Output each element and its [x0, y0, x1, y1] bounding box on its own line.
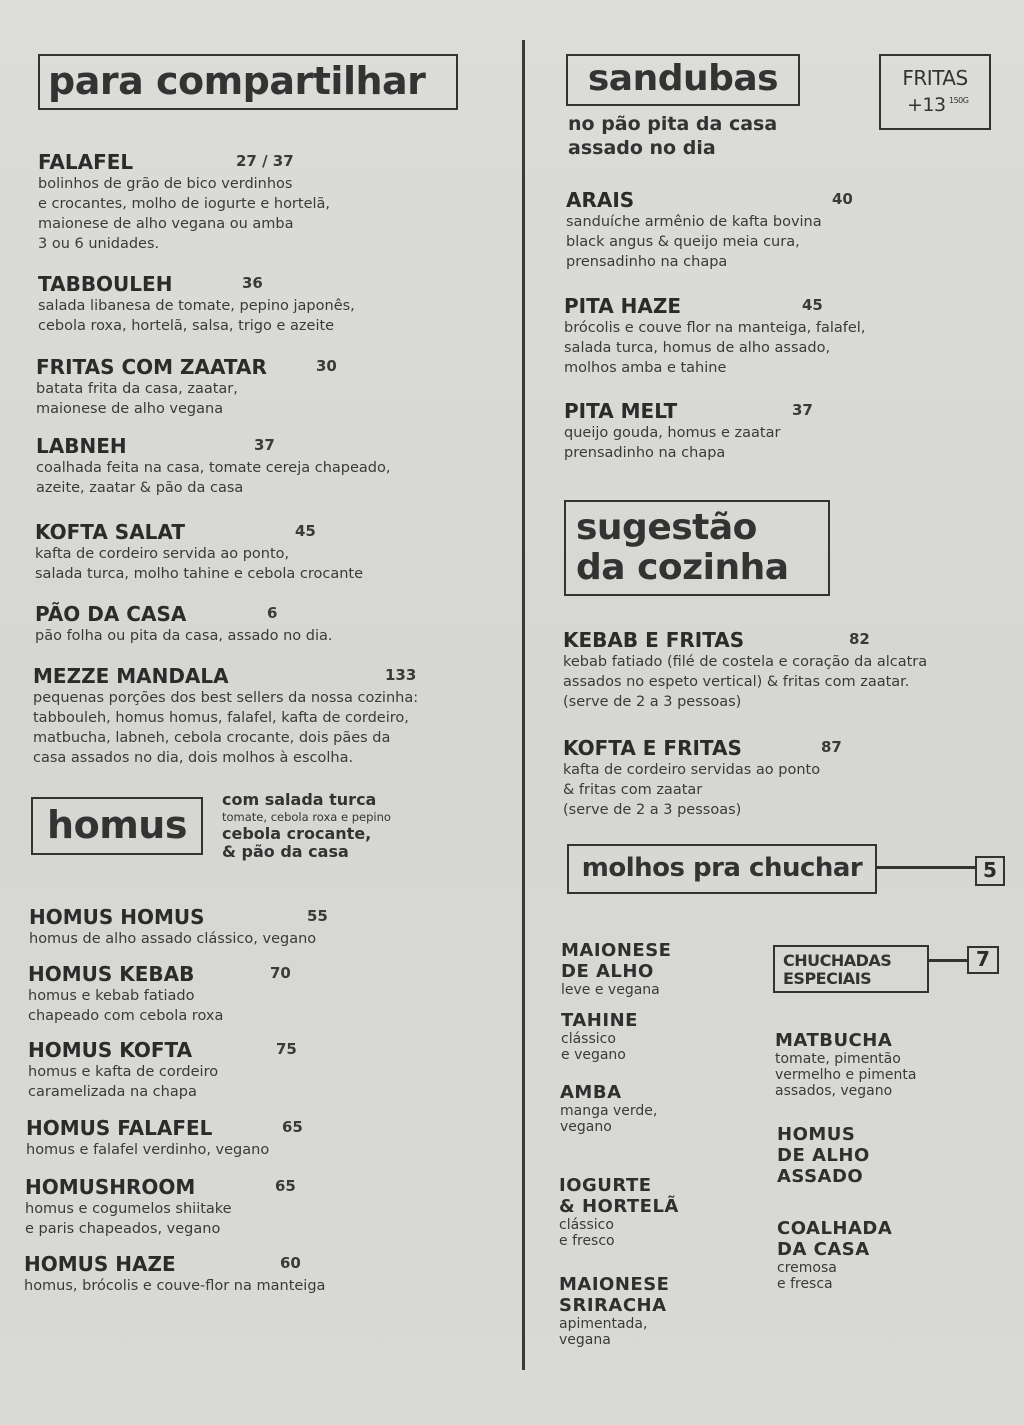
menu-item-fritas-com-zaatar — [36, 355, 516, 419]
item-desc: coalhada feita na casa, tomate cereja chapeado, azeite, zaatar & pão da casa — [36, 460, 391, 496]
sauce-name: COALHADA DA CASA — [777, 1218, 893, 1260]
item-price: 30 — [316, 357, 337, 375]
menu-item-mezze-mandala — [33, 664, 519, 768]
menu-item-falafel — [38, 150, 518, 254]
fritas-price: +13 — [907, 94, 946, 116]
item-name: FRITAS COM ZAATAR — [36, 355, 267, 379]
item-price: 87 — [821, 738, 842, 756]
sauce-name: MAIONESE SRIRACHA — [559, 1274, 670, 1316]
item-name: PITA HAZE — [564, 294, 682, 318]
item-name: FALAFEL — [38, 150, 134, 174]
item-price: 37 — [792, 401, 813, 419]
item-desc: brócolis e couve flor na manteiga, falafel, salada turca, homus de alho assado, molhos amba e tahine — [564, 320, 866, 376]
menu-item-pita-melt — [564, 399, 1004, 463]
item-desc: pão folha ou pita da casa, assado no dia. — [35, 628, 333, 644]
item-price: 45 — [802, 296, 823, 314]
homus-subtitle-detail: tomate, cebola roxa e pepino — [222, 810, 391, 824]
section-title-sandubas: sandubas — [566, 54, 800, 106]
item-name: KOFTA SALAT — [35, 520, 185, 544]
item-name: HOMUS KEBAB — [28, 962, 195, 986]
homus-subtitle: com salada turca — [222, 790, 377, 809]
item-name: MEZZE MANDALA — [33, 664, 229, 688]
item-desc: kebab fatiado (filé de costela e coração da alcatra assados no espeto vertical) & fritas com zaatar. (serve de 2 a 3 pessoas) — [563, 654, 928, 710]
item-desc: queijo gouda, homus e zaatar prensadinho na chapa — [564, 425, 781, 461]
item-name: HOMUS HAZE — [24, 1252, 176, 1276]
menu-item-homus-falafel — [26, 1116, 506, 1160]
sauce-desc: leve e vegana — [561, 982, 660, 998]
menu-item-pao-da-casa — [35, 602, 515, 646]
item-price: 60 — [280, 1254, 301, 1272]
sauce-name: HOMUS DE ALHO ASSADO — [777, 1124, 870, 1187]
menu-item-kofta-e-fritas — [563, 736, 1013, 820]
item-desc: kafta de cordeiro servida ao ponto, salada turca, molho tahine e cebola crocante — [35, 546, 364, 582]
menu-item-labneh — [36, 434, 516, 498]
sauce-name: MATBUCHA — [775, 1030, 893, 1051]
menu-item-homus-kebab — [28, 962, 508, 1026]
item-name: ARAIS — [566, 188, 635, 212]
item-price: 65 — [275, 1177, 296, 1195]
item-name: HOMUS HOMUS — [29, 905, 205, 929]
item-desc: homus e falafel verdinho, vegano — [26, 1142, 270, 1158]
sauce-name: MAIONESE DE ALHO — [561, 940, 672, 982]
item-desc: kafta de cordeiro servidas ao ponto & fritas com zaatar (serve de 2 a 3 pessoas) — [563, 762, 821, 818]
menu-item-kebab-e-fritas — [563, 628, 1013, 712]
chuchadas-connector-line — [929, 959, 967, 962]
sauce-desc: clássico e fresco — [559, 1217, 615, 1249]
item-name: KOFTA E FRITAS — [563, 736, 742, 760]
sauce-amba — [560, 1082, 657, 1135]
item-price: 82 — [849, 630, 870, 648]
item-name: PÃO DA CASA — [35, 602, 187, 626]
chuchada-homus-de-alho-assado — [777, 1124, 870, 1187]
item-name: LABNEH — [36, 434, 127, 458]
item-desc: homus, brócolis e couve-flor na manteiga — [24, 1278, 326, 1294]
item-price: 55 — [307, 907, 328, 925]
sauce-maionese-sriracha — [559, 1274, 669, 1348]
sandubas-subtitle: no pão pita da casa assado no dia — [568, 113, 778, 159]
sauce-tahine — [561, 1010, 638, 1063]
item-price: 6 — [267, 604, 278, 622]
menu-item-tabbouleh — [38, 272, 518, 336]
sauce-name: TAHINE — [561, 1010, 638, 1031]
fritas-weight: 150G — [949, 96, 969, 105]
item-desc: homus e kebab fatiado chapeado com cebola roxa — [28, 988, 224, 1024]
chuchada-coalhada-da-casa — [777, 1218, 892, 1292]
item-price: 75 — [276, 1040, 297, 1058]
item-price: 40 — [832, 190, 853, 208]
item-name: KEBAB E FRITAS — [563, 628, 745, 652]
sauce-name: AMBA — [560, 1082, 622, 1103]
menu-item-homushroom — [25, 1175, 505, 1239]
item-price: 27 / 37 — [236, 152, 294, 170]
item-price: 70 — [270, 964, 291, 982]
sauce-desc: cremosa e fresca — [777, 1260, 837, 1292]
fritas-label: FRITAS — [902, 66, 968, 90]
menu-item-homus-homus — [29, 905, 509, 949]
molhos-connector-line — [877, 866, 975, 869]
item-price: 65 — [282, 1118, 303, 1136]
fritas-addon-box — [879, 54, 991, 130]
sauce-desc: clássico e vegano — [561, 1031, 626, 1063]
item-price: 37 — [254, 436, 275, 454]
homus-subtitle-extra: cebola crocante, & pão da casa — [222, 824, 372, 861]
item-name: TABBOULEH — [38, 272, 173, 296]
menu-item-homus-kofta — [28, 1038, 508, 1102]
item-name: HOMUS FALAFEL — [26, 1116, 213, 1140]
chuchada-matbucha — [775, 1030, 916, 1099]
molhos-price-box: 5 — [975, 856, 1005, 886]
menu-item-pita-haze — [564, 294, 1004, 378]
item-name: PITA MELT — [564, 399, 678, 423]
chuchadas-price-box: 7 — [967, 946, 999, 974]
item-price: 133 — [385, 666, 417, 684]
sauce-desc: apimentada, vegana — [559, 1316, 648, 1348]
menu-item-homus-haze — [24, 1252, 504, 1296]
section-title-chuchadas: CHUCHADAS ESPECIAIS — [773, 945, 929, 993]
sauce-name: IOGURTE & HORTELÃ — [559, 1175, 679, 1217]
item-name: HOMUS KOFTA — [28, 1038, 193, 1062]
section-title-para-compartilhar: para compartilhar — [38, 54, 458, 110]
item-desc: homus e kafta de cordeiro caramelizada na chapa — [28, 1064, 219, 1100]
item-price: 45 — [295, 522, 316, 540]
item-desc: homus e cogumelos shiitake e paris chapeados, vegano — [25, 1201, 232, 1237]
section-title-sugestao: sugestão da cozinha — [564, 500, 830, 596]
sauce-desc: tomate, pimentão vermelho e pimenta assados, vegano — [775, 1051, 917, 1099]
column-divider — [522, 40, 525, 1370]
item-price: 36 — [242, 274, 263, 292]
menu-item-arais — [566, 188, 1006, 272]
item-desc: batata frita da casa, zaatar, maionese de alho vegana — [36, 381, 238, 417]
item-name: HOMUSHROOM — [25, 1175, 196, 1199]
item-desc: homus de alho assado clássico, vegano — [29, 931, 317, 947]
section-title-homus: homus — [31, 797, 203, 855]
section-title-molhos: molhos pra chuchar — [567, 844, 877, 894]
sauce-iogurte-hortela — [559, 1175, 679, 1249]
item-desc: salada libanesa de tomate, pepino japonês, cebola roxa, hortelã, salsa, trigo e azeite — [38, 298, 355, 334]
sauce-maionese-de-alho — [561, 940, 671, 998]
item-desc: pequenas porções dos best sellers da nossa cozinha: tabbouleh, homus homus, falafel, kafta de cordeiro, matbucha, labneh, cebola crocante, dois pães da casa assados no dia, dois molhos à escolha. — [33, 690, 419, 766]
menu-item-kofta-salat — [35, 520, 515, 584]
item-desc: bolinhos de grão de bico verdinhos e crocantes, molho de iogurte e hortelã, maionese de alho vegana ou amba 3 ou 6 unidades. — [38, 176, 331, 252]
sauce-desc: manga verde, vegano — [560, 1103, 658, 1135]
item-desc: sanduíche armênio de kafta bovina black angus & queijo meia cura, prensadinho na chapa — [566, 214, 822, 270]
